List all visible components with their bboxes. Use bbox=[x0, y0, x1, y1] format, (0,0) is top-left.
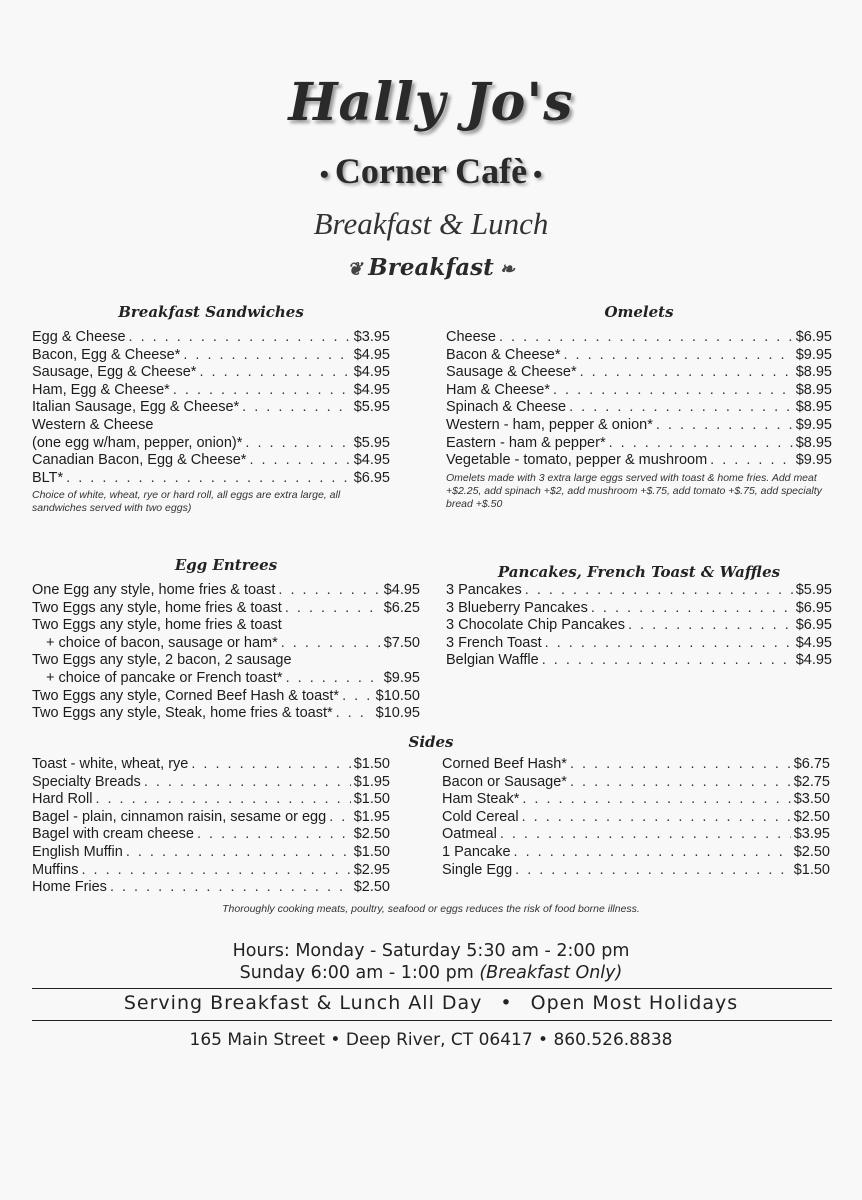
menu-item: 3 French Toast . . . $4.95 bbox=[446, 635, 832, 653]
menu-item: (one egg w/ham, pepper, onion)* . . . $5.95 bbox=[32, 435, 390, 453]
address-phone: 165 Main Street • Deep River, CT 06417 • 860.526.8838 bbox=[189, 1030, 673, 1050]
menu-item-line: Two Eggs any style, 2 bacon, 2 sausage bbox=[32, 652, 292, 669]
menu-item: Toast - white, wheat, rye . . . $1.50 bbox=[32, 756, 390, 774]
menu-item: Egg & Cheese . . . $3.95 bbox=[32, 329, 390, 347]
breakfast-sandwiches-list bbox=[32, 329, 390, 515]
menu-item: Specialty Breads . . . $1.95 bbox=[32, 774, 390, 792]
egg-entrees-list bbox=[32, 582, 420, 723]
category-title-omelets: Omelets bbox=[604, 303, 674, 321]
sides-right-list bbox=[442, 756, 830, 879]
serving-banner bbox=[0, 992, 862, 1014]
menu-item: Bacon or Sausage* . . . $2.75 bbox=[442, 774, 830, 792]
section-title-text: Breakfast bbox=[368, 254, 494, 281]
menu-item: Bacon & Cheese* . . . $9.95 bbox=[446, 347, 832, 365]
menu-item: Hard Roll . . . $1.50 bbox=[32, 791, 390, 809]
category-title-sides: Sides bbox=[408, 733, 454, 751]
menu-item: Spinach & Cheese . . . $8.95 bbox=[446, 399, 832, 417]
bullet-icon: • bbox=[319, 159, 329, 189]
hours-weekday: Hours: Monday - Saturday 5:30 am - 2:00 pm bbox=[232, 941, 630, 961]
breakfast-section-title bbox=[0, 254, 862, 281]
menu-item: Italian Sausage, Egg & Cheese* . . . $5.95 bbox=[32, 399, 390, 417]
menu-item: Sausage, Egg & Cheese* . . . $4.95 bbox=[32, 364, 390, 382]
menu-item: Ham Steak* . . . $3.50 bbox=[442, 791, 830, 809]
menu-item: 3 Pancakes . . . $5.95 bbox=[446, 582, 832, 600]
sides-left-list bbox=[32, 756, 390, 897]
menu-item: 3 Chocolate Chip Pancakes . . . $6.95 bbox=[446, 617, 832, 635]
bullet-icon: • bbox=[500, 992, 513, 1014]
menu-item: Sausage & Cheese* . . . $8.95 bbox=[446, 364, 832, 382]
menu-item-line: Western & Cheese bbox=[32, 416, 154, 433]
menu-item: Oatmeal . . . $3.95 bbox=[442, 826, 830, 844]
menu-item: Bagel with cream cheese . . . $2.50 bbox=[32, 826, 390, 844]
menu-item: Home Fries . . . $2.50 bbox=[32, 879, 390, 897]
cafe-logo: Hally Jo's bbox=[288, 72, 574, 133]
ornament-left-icon: ❦ bbox=[347, 258, 363, 280]
category-title-egg-entrees: Egg Entrees bbox=[174, 556, 278, 574]
tagline: Breakfast & Lunch bbox=[313, 206, 549, 241]
menu-item: Single Egg . . . $1.50 bbox=[442, 862, 830, 880]
menu-item-line: Two Eggs any style, home fries & toast bbox=[32, 617, 282, 634]
menu-item: 3 Blueberry Pancakes . . . $6.95 bbox=[446, 600, 832, 618]
ornament-right-icon: ❧ bbox=[499, 258, 515, 280]
bullet-icon: • bbox=[533, 159, 543, 189]
menu-item: Canadian Bacon, Egg & Cheese* . . . $4.95 bbox=[32, 452, 390, 470]
category-title-breakfast-sandwiches: Breakfast Sandwiches bbox=[118, 303, 304, 321]
open-holidays: Open Most Holidays bbox=[530, 992, 739, 1014]
menu-item: English Muffin . . . $1.50 bbox=[32, 844, 390, 862]
menu-item: + choice of pancake or French toast* . . . $9.95 bbox=[32, 670, 420, 688]
menu-item: Ham, Egg & Cheese* . . . $4.95 bbox=[32, 382, 390, 400]
menu-item: Vegetable - tomato, pepper & mushroom . . . $9.95 bbox=[446, 452, 832, 470]
menu-item: Corned Beef Hash* . . . $6.75 bbox=[442, 756, 830, 774]
menu-item: One Egg any style, home fries & toast . . . $4.95 bbox=[32, 582, 420, 600]
omelets-list bbox=[446, 329, 832, 511]
hours-block bbox=[0, 940, 862, 984]
menu-item: Cheese . . . $6.95 bbox=[446, 329, 832, 347]
menu-item: + choice of bacon, sausage or ham* . . . $7.50 bbox=[32, 635, 420, 653]
category-title-pancakes: Pancakes, French Toast & Waffles bbox=[497, 563, 781, 581]
menu-item: Bacon, Egg & Cheese* . . . $4.95 bbox=[32, 347, 390, 365]
menu-item: BLT* . . . $6.95 bbox=[32, 470, 390, 488]
menu-item: Ham & Cheese* . . . $8.95 bbox=[446, 382, 832, 400]
menu-item: Eastern - ham & pepper* . . . $8.95 bbox=[446, 435, 832, 453]
menu-item: 1 Pancake . . . $2.50 bbox=[442, 844, 830, 862]
menu-item: Belgian Waffle . . . $4.95 bbox=[446, 652, 832, 670]
omelets-note: Omelets made with 3 extra large eggs served with toast & home fries. Add meat +$2.25, add spinach +$2, add mushroom +$.75, add tomato +$.75, add specialty bread +$.50 bbox=[446, 471, 822, 510]
menu-item: Bagel - plain, cinnamon raisin, sesame or egg . . . $1.95 bbox=[32, 809, 390, 827]
menu-item: Cold Cereal . . . $2.50 bbox=[442, 809, 830, 827]
menu-item: Two Eggs any style, Corned Beef Hash & toast* . . . $10.50 bbox=[32, 688, 420, 706]
divider-bottom bbox=[32, 1020, 832, 1021]
menu-item: Western - ham, pepper & onion* . . . $9.95 bbox=[446, 417, 832, 435]
hours-sunday: Sunday 6:00 am - 1:00 pm (Breakfast Only) bbox=[239, 963, 623, 983]
divider-top bbox=[32, 988, 832, 989]
breakfast-only-note: (Breakfast Only) bbox=[479, 963, 623, 983]
serving-all-day: Serving Breakfast & Lunch All Day bbox=[123, 992, 483, 1014]
sandwich-note: Choice of white, wheat, rye or hard roll, all eggs are extra large, all sandwiches served with two eggs) bbox=[32, 489, 341, 515]
menu-item: Two Eggs any style, home fries & toast . . . $6.25 bbox=[32, 600, 420, 618]
menu-item: Two Eggs any style, Steak, home fries & toast* . . . $10.95 bbox=[32, 705, 420, 723]
cafe-subtitle bbox=[0, 150, 862, 192]
pancakes-list bbox=[446, 582, 832, 670]
menu-item: Muffins . . . $2.95 bbox=[32, 862, 390, 880]
food-safety-warning: Thoroughly cooking meats, poultry, seafood or eggs reduces the risk of food borne illness. bbox=[222, 903, 640, 915]
subtitle-text: Corner Cafè bbox=[334, 151, 528, 191]
